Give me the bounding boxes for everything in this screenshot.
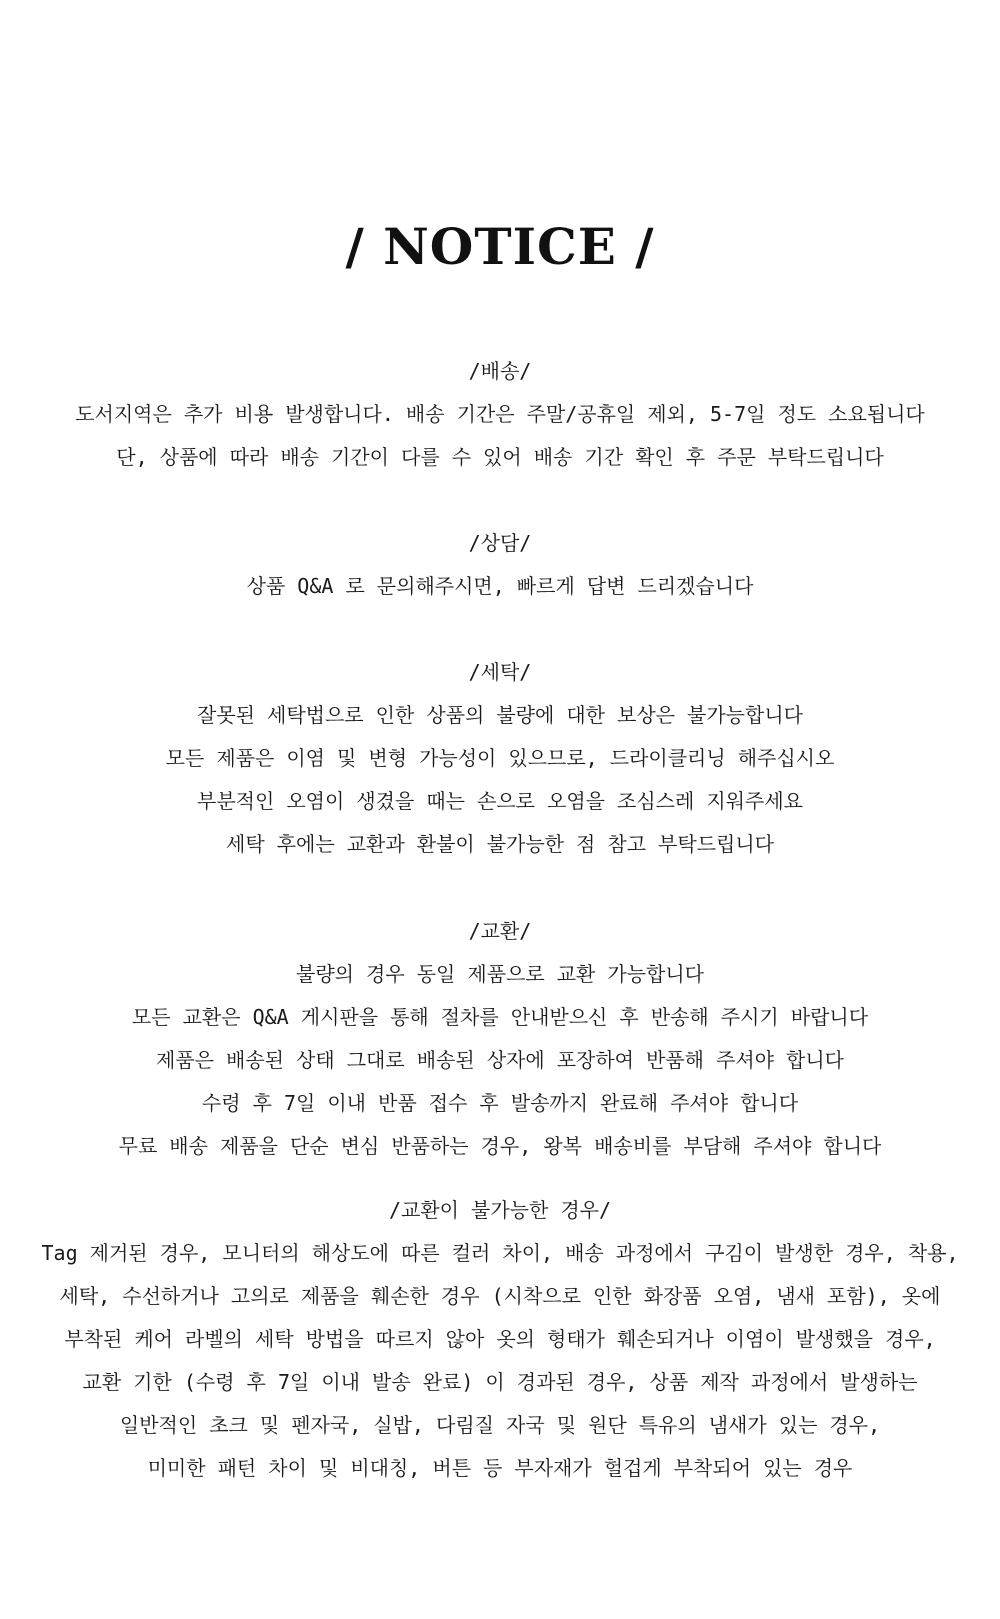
no-exchange-line: 부착된 케어 라벨의 세탁 방법을 따르지 않아 옷의 형태가 훼손되거나 이염이 발생했을 경우, [64, 1327, 936, 1351]
page-title: / NOTICE / [345, 217, 655, 276]
delivery-section [0, 350, 1000, 479]
exchange-line: 무료 배송 제품을 단순 변심 반품하는 경우, 왕복 배송비를 부담해 주셔야 합니다 [118, 1134, 882, 1158]
consult-section [0, 522, 1000, 608]
consult-line: 상품 Q&A 로 문의해주시면, 빠르게 답변 드리겠습니다 [246, 574, 754, 598]
laundry-section [0, 651, 1000, 866]
no-exchange-line: 교환 기한 (수령 후 7일 이내 발송 완료) 이 경과된 경우, 상품 제작 과정에서 발생하는 [82, 1370, 918, 1394]
laundry-line: 부분적인 오염이 생겼을 때는 손으로 오염을 조심스레 지워주세요 [197, 789, 803, 813]
delivery-line: 단, 상품에 따라 배송 기간이 다를 수 있어 배송 기간 확인 후 주문 부탁드립니다 [116, 445, 884, 469]
laundry-line: 세탁 후에는 교환과 환불이 불가능한 점 참고 부탁드립니다 [226, 832, 774, 856]
exchange-section [0, 910, 1000, 1168]
laundry-line: 모든 제품은 이염 및 변형 가능성이 있으므로, 드라이클리닝 해주십시오 [165, 746, 835, 770]
no-exchange-heading: /교환이 불가능한 경우/ [388, 1198, 612, 1222]
no-exchange-line: 일반적인 초크 및 펜자국, 실밥, 다림질 자국 및 원단 특유의 냄새가 있는 경우, [119, 1413, 881, 1437]
laundry-line: 잘못된 세탁법으로 인한 상품의 불량에 대한 보상은 불가능합니다 [197, 703, 803, 727]
exchange-heading: /교환/ [468, 919, 532, 943]
consult-heading: /상담/ [468, 531, 532, 555]
exchange-line: 모든 교환은 Q&A 게시판을 통해 절차를 안내받으신 후 반송해 주시기 바랍니다 [131, 1005, 869, 1029]
exchange-line: 불량의 경우 동일 제품으로 교환 가능합니다 [296, 962, 704, 986]
delivery-heading: /배송/ [468, 359, 532, 383]
no-exchange-line: 미미한 패턴 차이 및 비대칭, 버튼 등 부자재가 헐겁게 부착되어 있는 경우 [147, 1456, 853, 1480]
no-exchange-line: Tag 제거된 경우, 모니터의 해상도에 따른 컬러 차이, 배송 과정에서 구김이 발생한 경우, 착용, [41, 1241, 959, 1265]
delivery-line: 도서지역은 추가 비용 발생합니다. 배송 기간은 주말/공휴일 제외, 5-7일 정도 소요됩니다 [75, 402, 925, 426]
exchange-line: 수령 후 7일 이내 반품 접수 후 발송까지 완료해 주셔야 합니다 [201, 1091, 799, 1115]
exchange-line: 제품은 배송된 상태 그대로 배송된 상자에 포장하여 반품해 주셔야 합니다 [156, 1048, 844, 1072]
laundry-heading: /세탁/ [468, 660, 532, 684]
no-exchange-line: 세탁, 수선하거나 고의로 제품을 훼손한 경우 (시착으로 인한 화장품 오염, 냄새 포함), 옷에 [59, 1284, 941, 1308]
no-exchange-section [0, 1189, 1000, 1490]
